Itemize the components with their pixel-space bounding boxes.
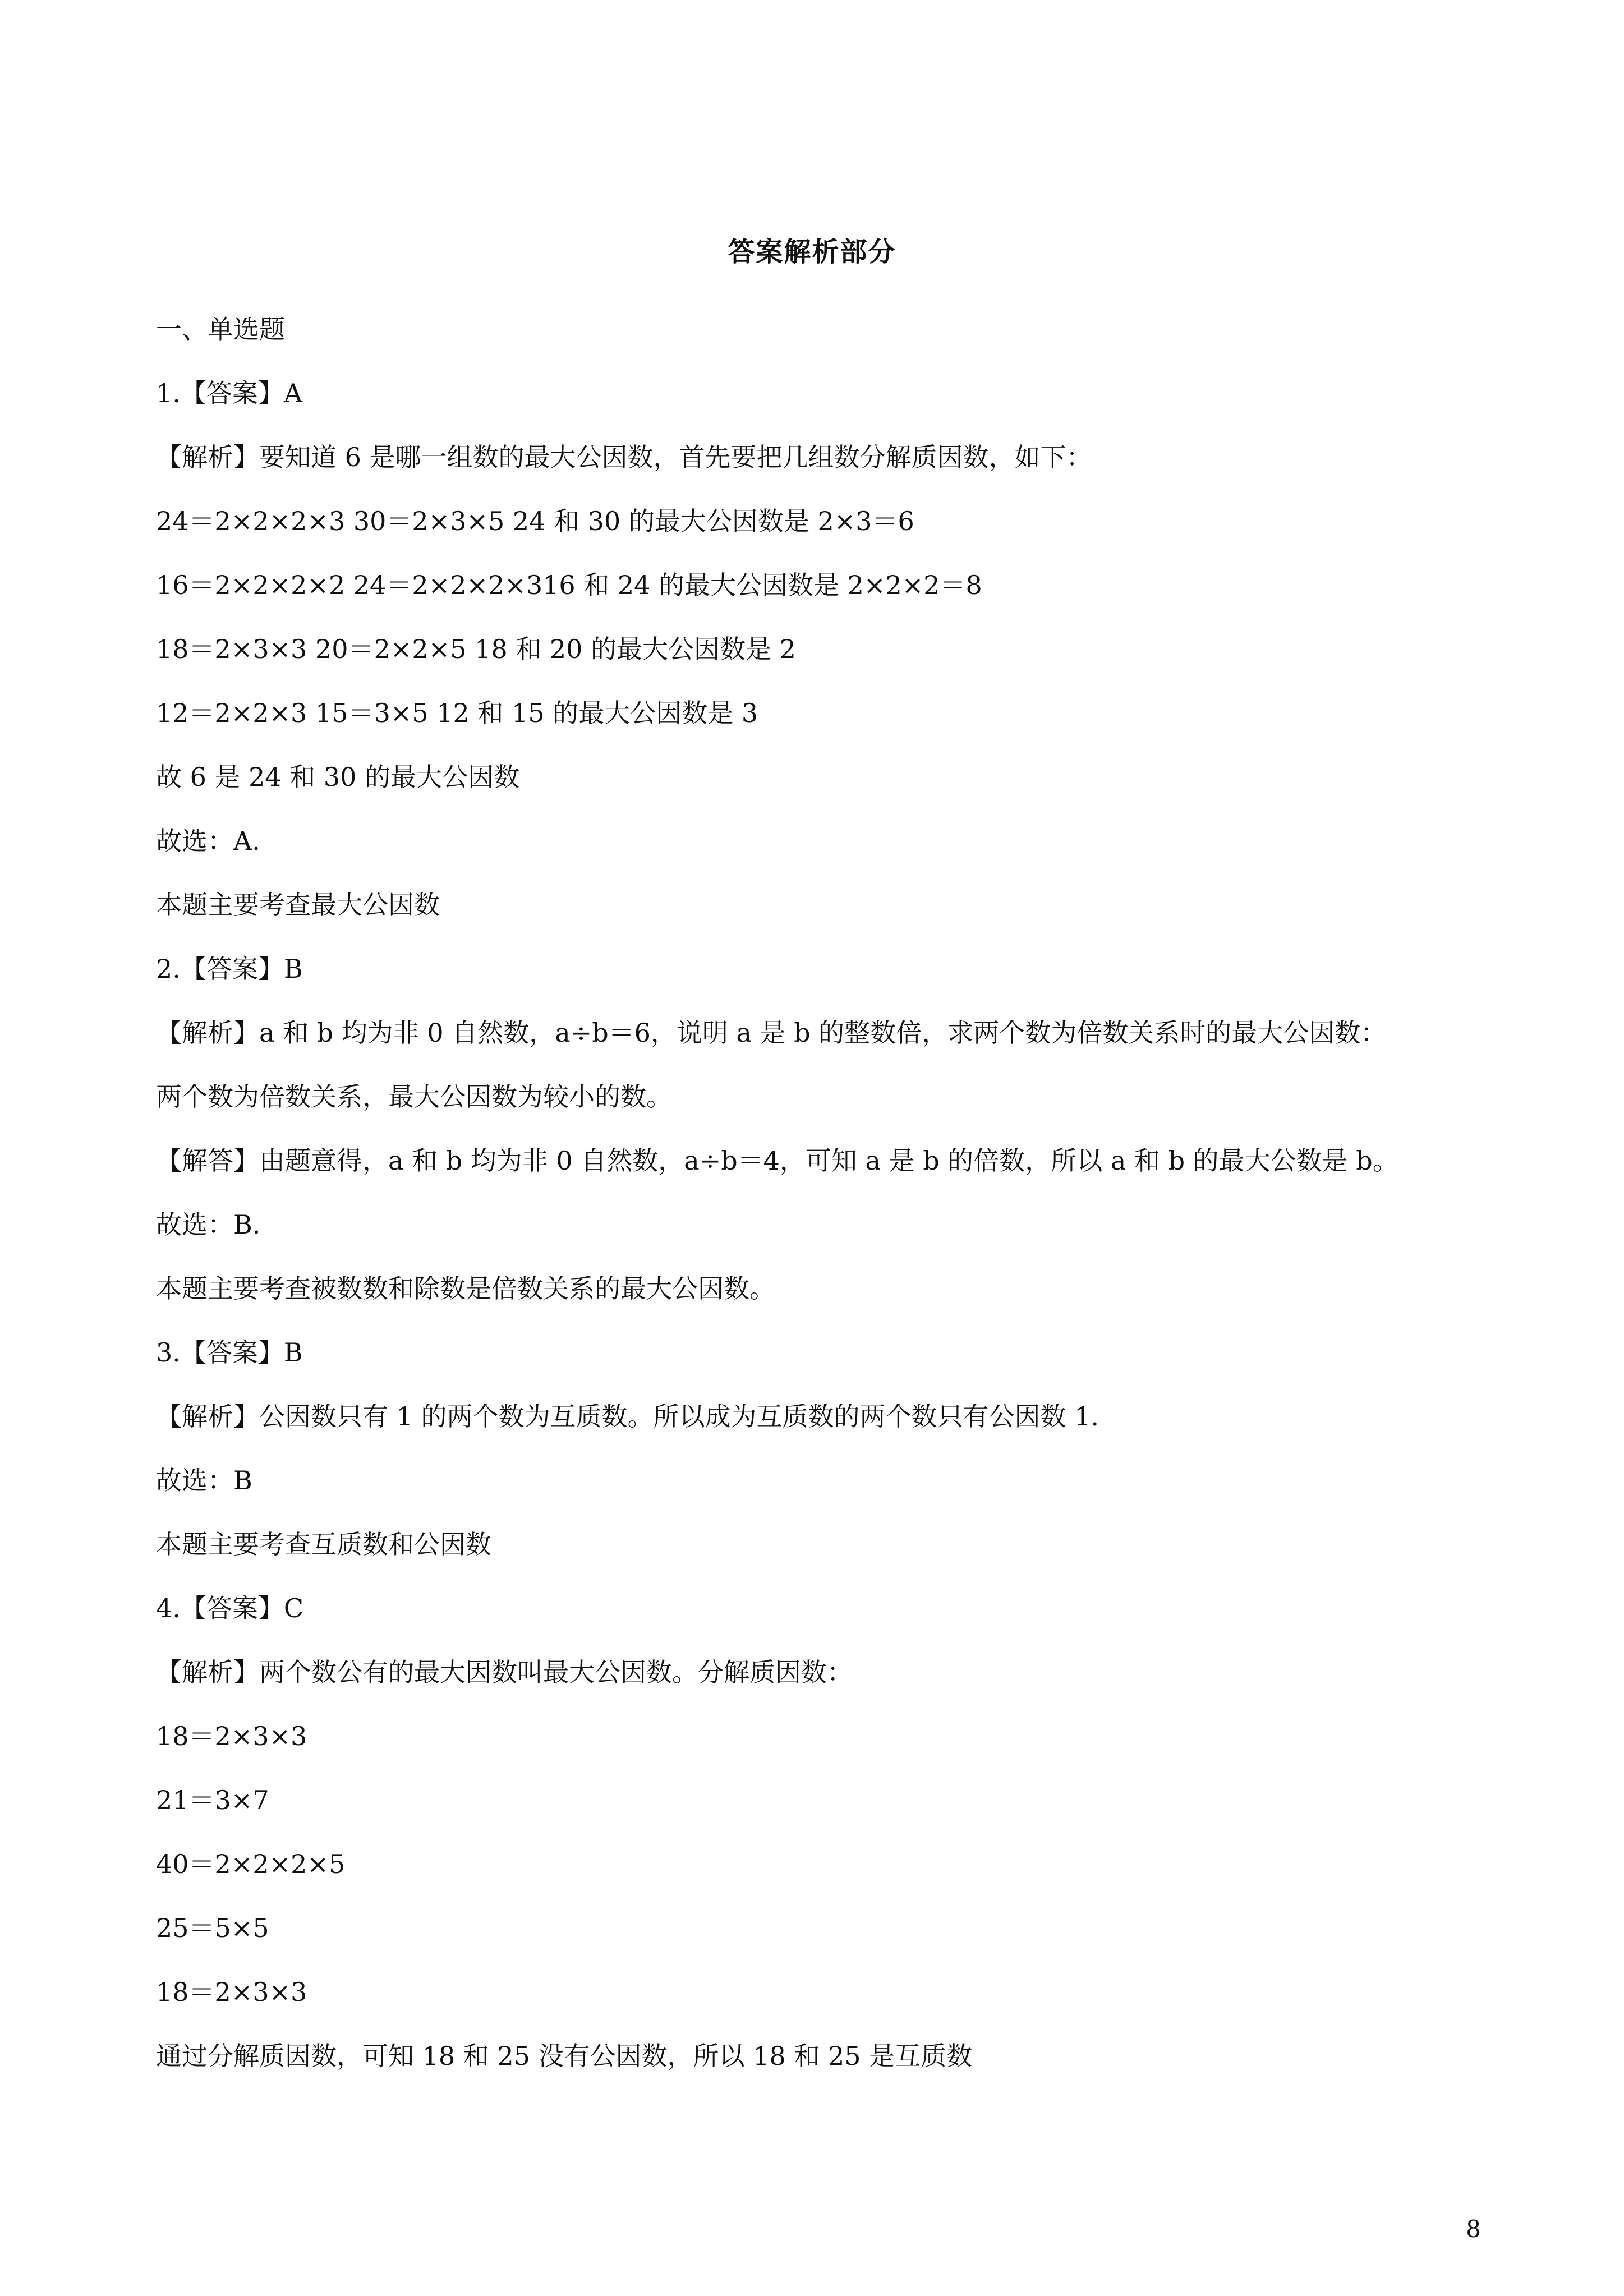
choice-line: 故选：A. bbox=[156, 826, 260, 856]
factorization-line: 40＝2×2×2×5 bbox=[156, 1849, 346, 1879]
answer-line: 4.【答案】C bbox=[156, 1593, 304, 1623]
answer-content bbox=[156, 297, 1491, 2088]
factorization-line: 16＝2×2×2×2 24＝2×2×2×316 和 24 的最大公因数是 2×2×2＝8 bbox=[156, 570, 982, 600]
choice-line: 故选：B bbox=[156, 1465, 252, 1496]
analysis-line: 两个数为倍数关系，最大公因数为较小的数。 bbox=[156, 1082, 672, 1112]
factorization-line: 18＝2×3×3 20＝2×2×5 18 和 20 的最大公因数是 2 bbox=[156, 634, 796, 664]
factorization-line: 21＝3×7 bbox=[156, 1785, 269, 1815]
conclusion-line: 通过分解质因数，可知 18 和 25 没有公因数，所以 18 和 25 是互质数 bbox=[156, 2041, 973, 2071]
analysis-line: 【解析】公因数只有 1 的两个数为互质数。所以成为互质数的两个数只有公因数 1. bbox=[156, 1401, 1099, 1432]
factorization-line: 18＝2×3×3 bbox=[156, 1977, 307, 2007]
factorization-line: 25＝5×5 bbox=[156, 1913, 269, 1943]
factorization-line: 24＝2×2×2×3 30＝2×3×5 24 和 30 的最大公因数是 2×3＝6 bbox=[156, 506, 914, 536]
topic-line: 本题主要考查被数数和除数是倍数关系的最大公因数。 bbox=[156, 1273, 775, 1304]
analysis-line: 【解析】要知道 6 是哪一组数的最大公因数，首先要把几组数分解质因数，如下： bbox=[156, 442, 1092, 472]
solution-line: 【解答】由题意得，a 和 b 均为非 0 自然数，a÷b＝4，可知 a 是 b 的倍数，所以 a 和 b 的最大公数是 b。 bbox=[156, 1145, 1398, 1176]
section-title: 答案解析部分 bbox=[728, 236, 896, 268]
factorization-line: 12＝2×2×3 15＝3×5 12 和 15 的最大公因数是 3 bbox=[156, 698, 758, 728]
answer-line: 2.【答案】B bbox=[156, 954, 303, 984]
choice-line: 故选：B. bbox=[156, 1209, 261, 1240]
topic-line: 本题主要考查最大公因数 bbox=[156, 890, 440, 920]
topic-line: 本题主要考查互质数和公因数 bbox=[156, 1529, 491, 1559]
conclusion-line: 故 6 是 24 和 30 的最大公因数 bbox=[156, 762, 520, 792]
answer-line: 1.【答案】A bbox=[156, 378, 303, 408]
section-heading: 一、单选题 bbox=[156, 314, 285, 344]
answer-line: 3.【答案】B bbox=[156, 1337, 303, 1368]
page-number: 8 bbox=[1466, 2215, 1481, 2243]
analysis-line: 【解析】a 和 b 均为非 0 自然数，a÷b＝6，说明 a 是 b 的整数倍，求两个数为倍数关系时的最大公因数： bbox=[156, 1018, 1387, 1048]
factorization-line: 18＝2×3×3 bbox=[156, 1721, 307, 1751]
analysis-line: 【解析】两个数公有的最大因数叫最大公因数。分解质因数： bbox=[156, 1657, 853, 1687]
